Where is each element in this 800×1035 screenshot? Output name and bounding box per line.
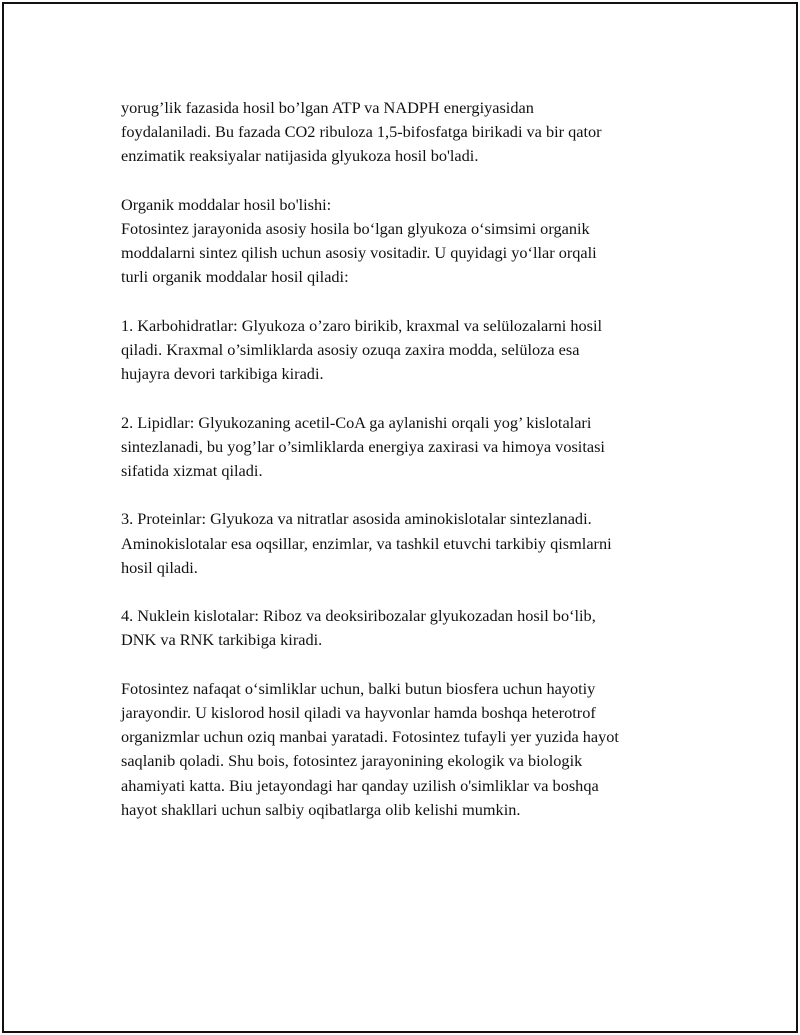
text-line: hujayra devori tarkibiga kiradi.	[121, 364, 324, 384]
text-line: saqlanib qoladi. Shu bois, fotosintez jarayonining ekologik va biologik	[121, 751, 583, 771]
text-line: 1. Karbohidratlar: Glyukoza o’zaro birikib, kraxmal va selülozalarni hosil	[121, 315, 603, 335]
text-line: turli organik moddalar hosil qiladi:	[121, 267, 349, 287]
list-item-proteins	[121, 507, 691, 580]
text-line: moddalarni sintez qilish uchun asosiy vositadir. U quyidagi yo‘llar orqali	[121, 243, 597, 263]
text-line: enzimatik reaksiyalar natijasida glyukoza hosil bo'ladi.	[121, 146, 479, 166]
text-line: organizmlar uchun oziq manbai yaratadi. Fotosintez tufayli yer yuzida hayot	[121, 727, 619, 747]
text-line: Fotosintez nafaqat o‘simliklar uchun, balki butun biosfera uchun hayotiy	[121, 678, 596, 698]
paragraph-light-phase	[121, 96, 691, 169]
text-line: foydalaniladi. Bu fazada CO2 ribuloza 1,5-bifosfatga birikadi va bir qator	[121, 122, 602, 142]
text-line: Aminokislotalar esa oqsillar, enzimlar, va tashkil etuvchi tarkibiy qismlarni	[121, 533, 612, 553]
section-heading	[121, 193, 691, 217]
list-item-nucleic-acids	[121, 604, 691, 652]
list-item-carbohydrates	[121, 314, 691, 387]
text-line: DNK va RNK tarkibiga kiradi.	[121, 630, 323, 650]
text-line: Fotosintez jarayonida asosiy hosila bo‘lgan glyukoza o‘simsimi organik	[121, 219, 590, 238]
text-line: sifatida xizmat qiladi.	[121, 461, 263, 480]
paragraph-intro	[121, 217, 691, 290]
text-line: yorug’lik fazasida hosil bo’lgan ATP va NADPH energiyasidan	[121, 98, 534, 117]
page-frame	[2, 2, 798, 1033]
text-line: 4. Nuklein kislotalar: Riboz va deoksiribozalar glyukozadan hosil bo‘lib,	[121, 606, 596, 626]
document-body	[121, 96, 691, 846]
text-line: ahamiyati katta. Biu jetayondagi har qanday uzilish o'simliklar va boshqa	[121, 775, 599, 795]
text-line: hayot shakllari uchun salbiy oqibatlarga olib kelishi mumkin.	[121, 799, 521, 819]
text-line: sintezlanadi, bu yog’lar o’simliklarda energiya zaxirasi va himoya vositasi	[121, 436, 605, 456]
text-line: 3. Proteinlar: Glyukoza va nitratlar asosida aminokislotalar sintezlanadi.	[121, 509, 592, 529]
text-line: jarayondir. U kislorod hosil qiladi va hayvonlar hamda boshqa heterotrof	[121, 702, 596, 722]
heading-line: Organik moddalar hosil bo'lishi:	[121, 194, 332, 214]
text-line: 2. Lipidlar: Glyukozaning acetil-CoA ga aylanishi orqali yog’ kislotalari	[121, 412, 592, 432]
paragraph-conclusion	[121, 677, 691, 822]
text-line: hosil qiladi.	[121, 557, 198, 577]
text-line: qiladi. Kraxmal o’simliklarda asosiy ozuqa zaxira modda, selüloza esa	[121, 340, 580, 359]
list-item-lipids	[121, 411, 691, 484]
